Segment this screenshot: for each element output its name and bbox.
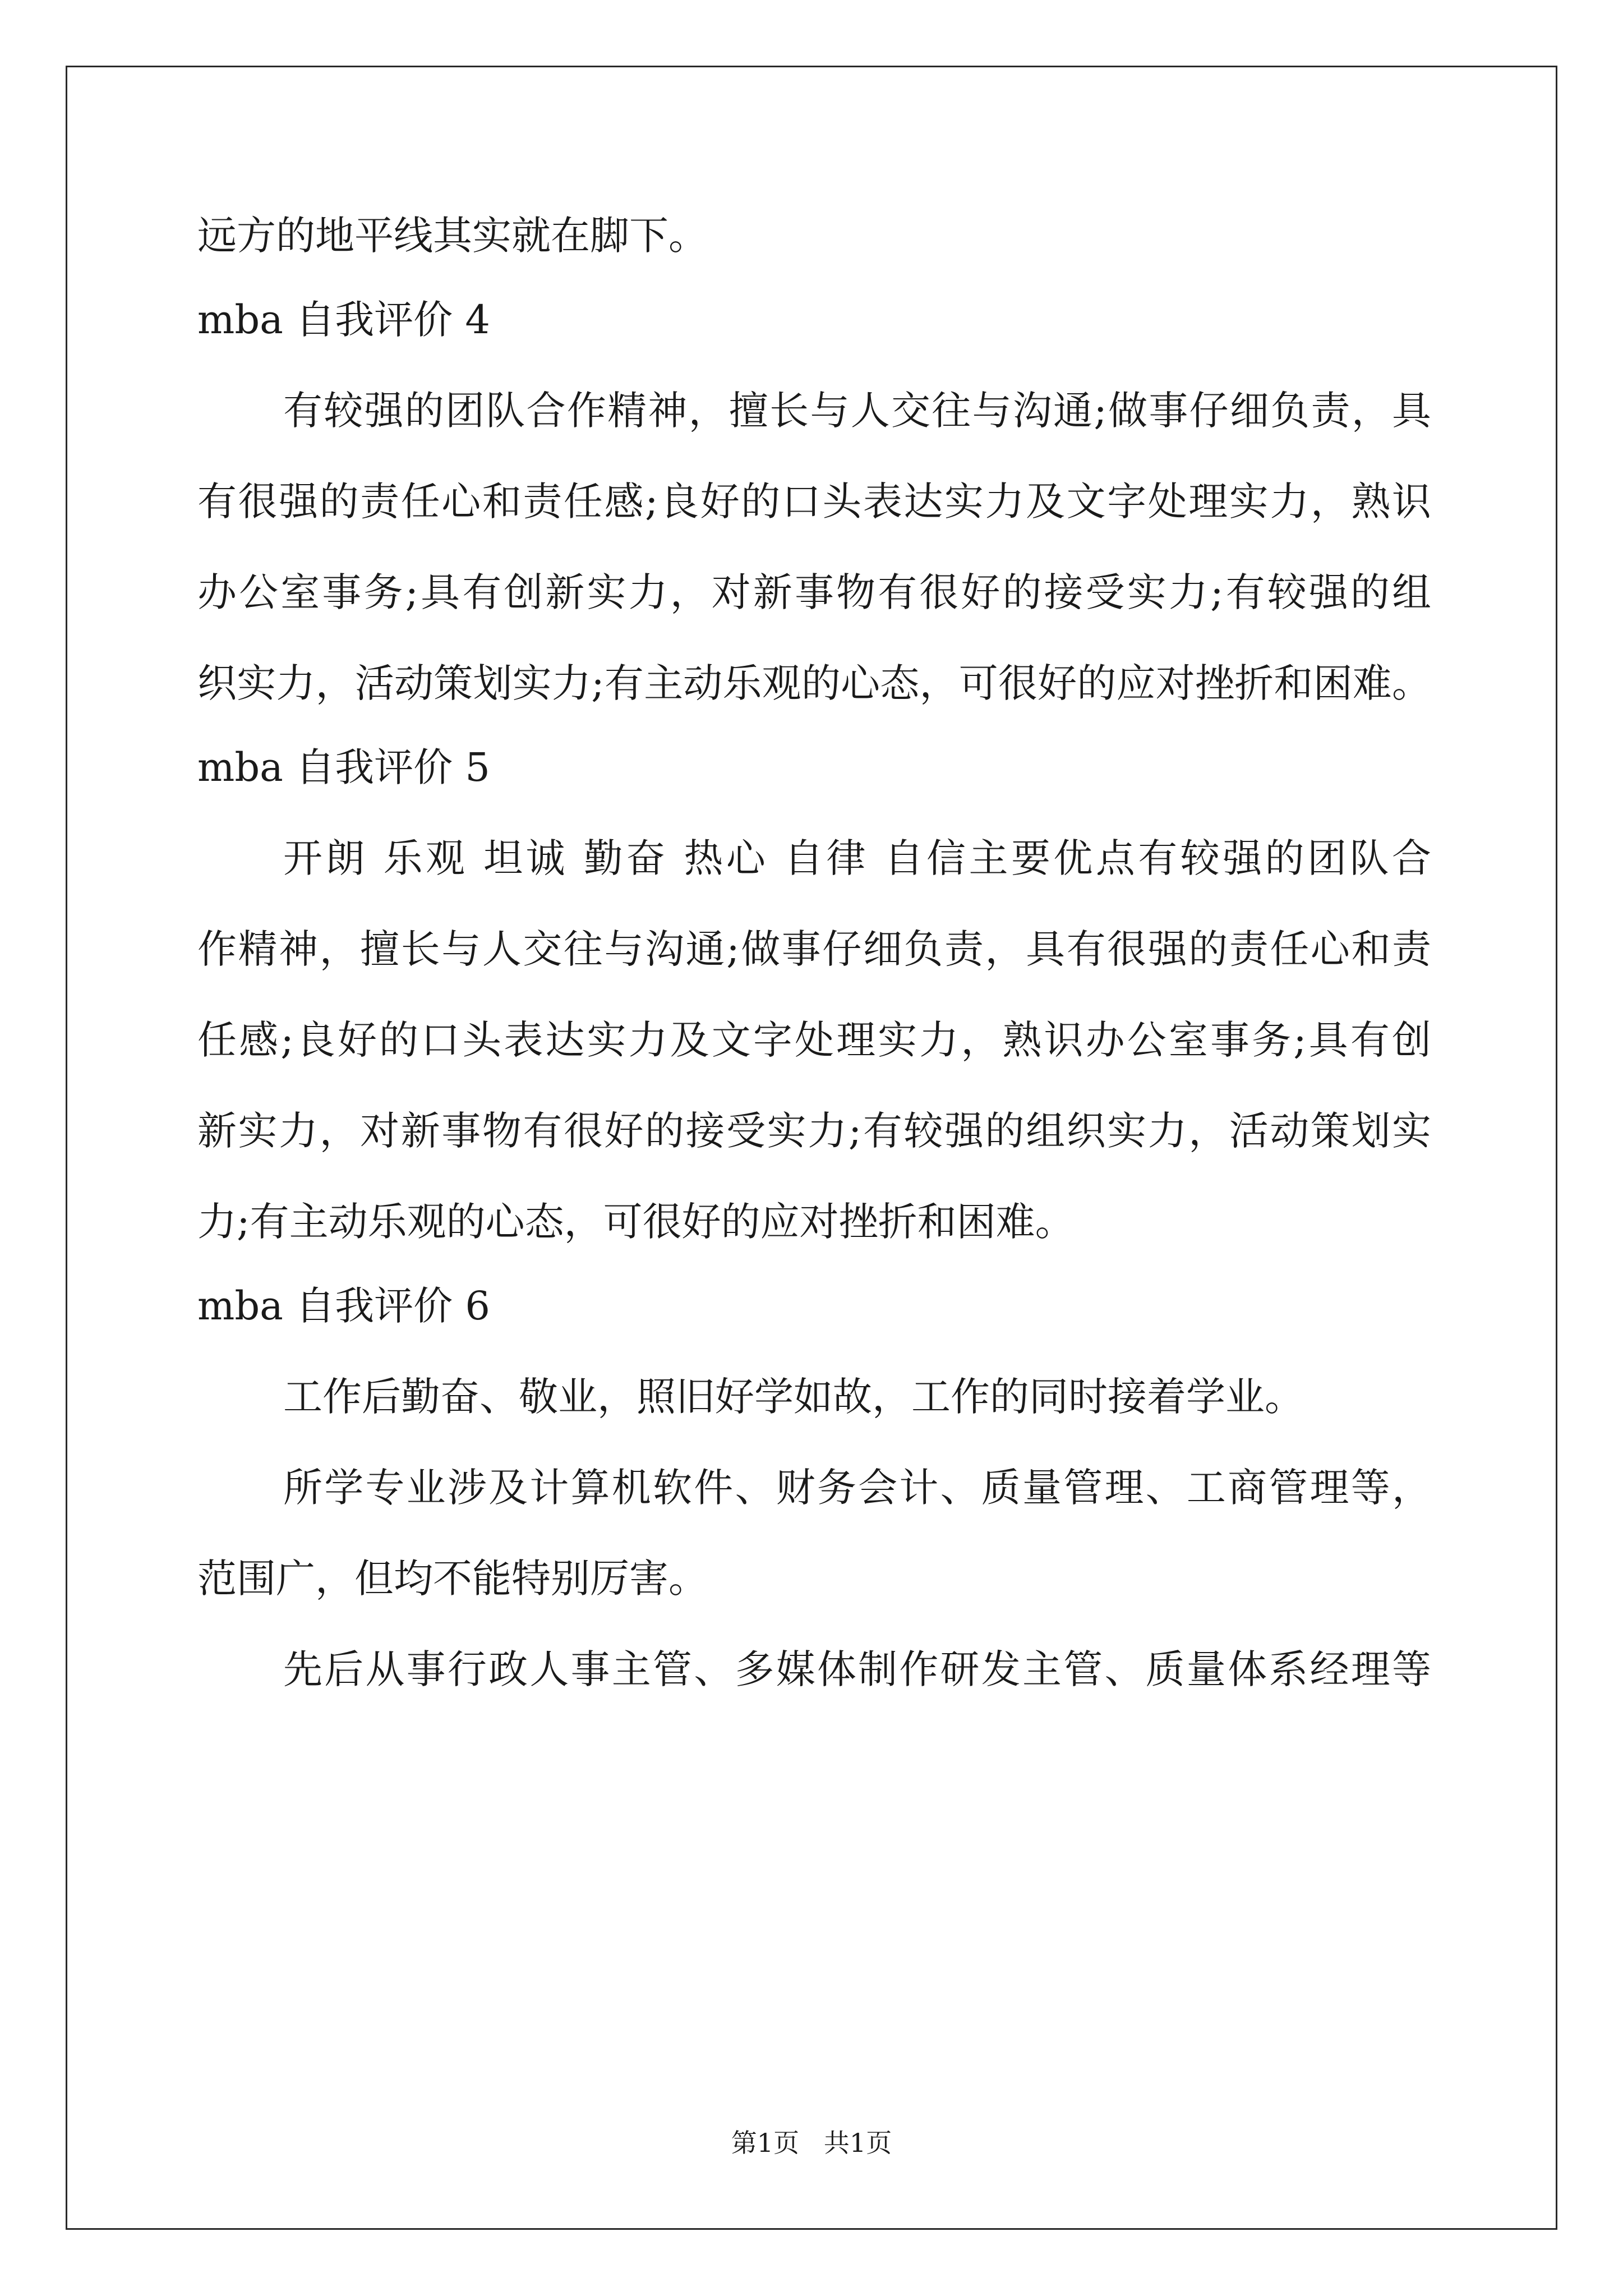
body-line: 有很强的责任心和责任感;良好的口头表达实力及文字处理实力，熟识 <box>197 478 1431 524</box>
body-line: 先后从事行政人事主管、多媒体制作研发主管、质量体系经理等 <box>283 1646 1431 1692</box>
body-line: 工作后勤奋、敬业，照旧好学如故，工作的同时接着学业。 <box>283 1374 1304 1420</box>
body-line: 范围广，但均不能特别厉害。 <box>197 1556 708 1602</box>
section-heading: mba 自我评价 4 <box>197 297 490 343</box>
body-line: 远方的地平线其实就在脚下。 <box>197 213 708 259</box>
body-line: 开朗 乐观 坦诚 勤奋 热心 自律 自信主要优点有较强的团队合 <box>283 835 1431 881</box>
body-line: 任感;良好的口头表达实力及文字处理实力，熟识办公室事务;具有创 <box>197 1017 1431 1063</box>
section-heading: mba 自我评价 5 <box>197 744 490 790</box>
body-line: 力;有主动乐观的心态，可很好的应对挫折和困难。 <box>197 1199 1075 1245</box>
body-line: 所学专业涉及计算机软件、财务会计、质量管理、工商管理等， <box>283 1465 1431 1511</box>
section-heading: mba 自我评价 6 <box>197 1283 490 1329</box>
page-footer: 第1页 共1页 <box>731 2128 892 2158</box>
body-line: 办公室事务;具有创新实力，对新事物有很好的接受实力;有较强的组 <box>197 569 1431 615</box>
body-line: 织实力，活动策划实力;有主动乐观的心态，可很好的应对挫折和困难。 <box>197 660 1431 706</box>
body-line: 作精神，擅长与人交往与沟通;做事仔细负责，具有很强的责任心和责 <box>197 926 1431 972</box>
body-line: 有较强的团队合作精神，擅长与人交往与沟通;做事仔细负责，具 <box>283 388 1431 434</box>
body-line: 新实力，对新事物有很好的接受实力;有较强的组织实力，活动策划实 <box>197 1108 1431 1154</box>
